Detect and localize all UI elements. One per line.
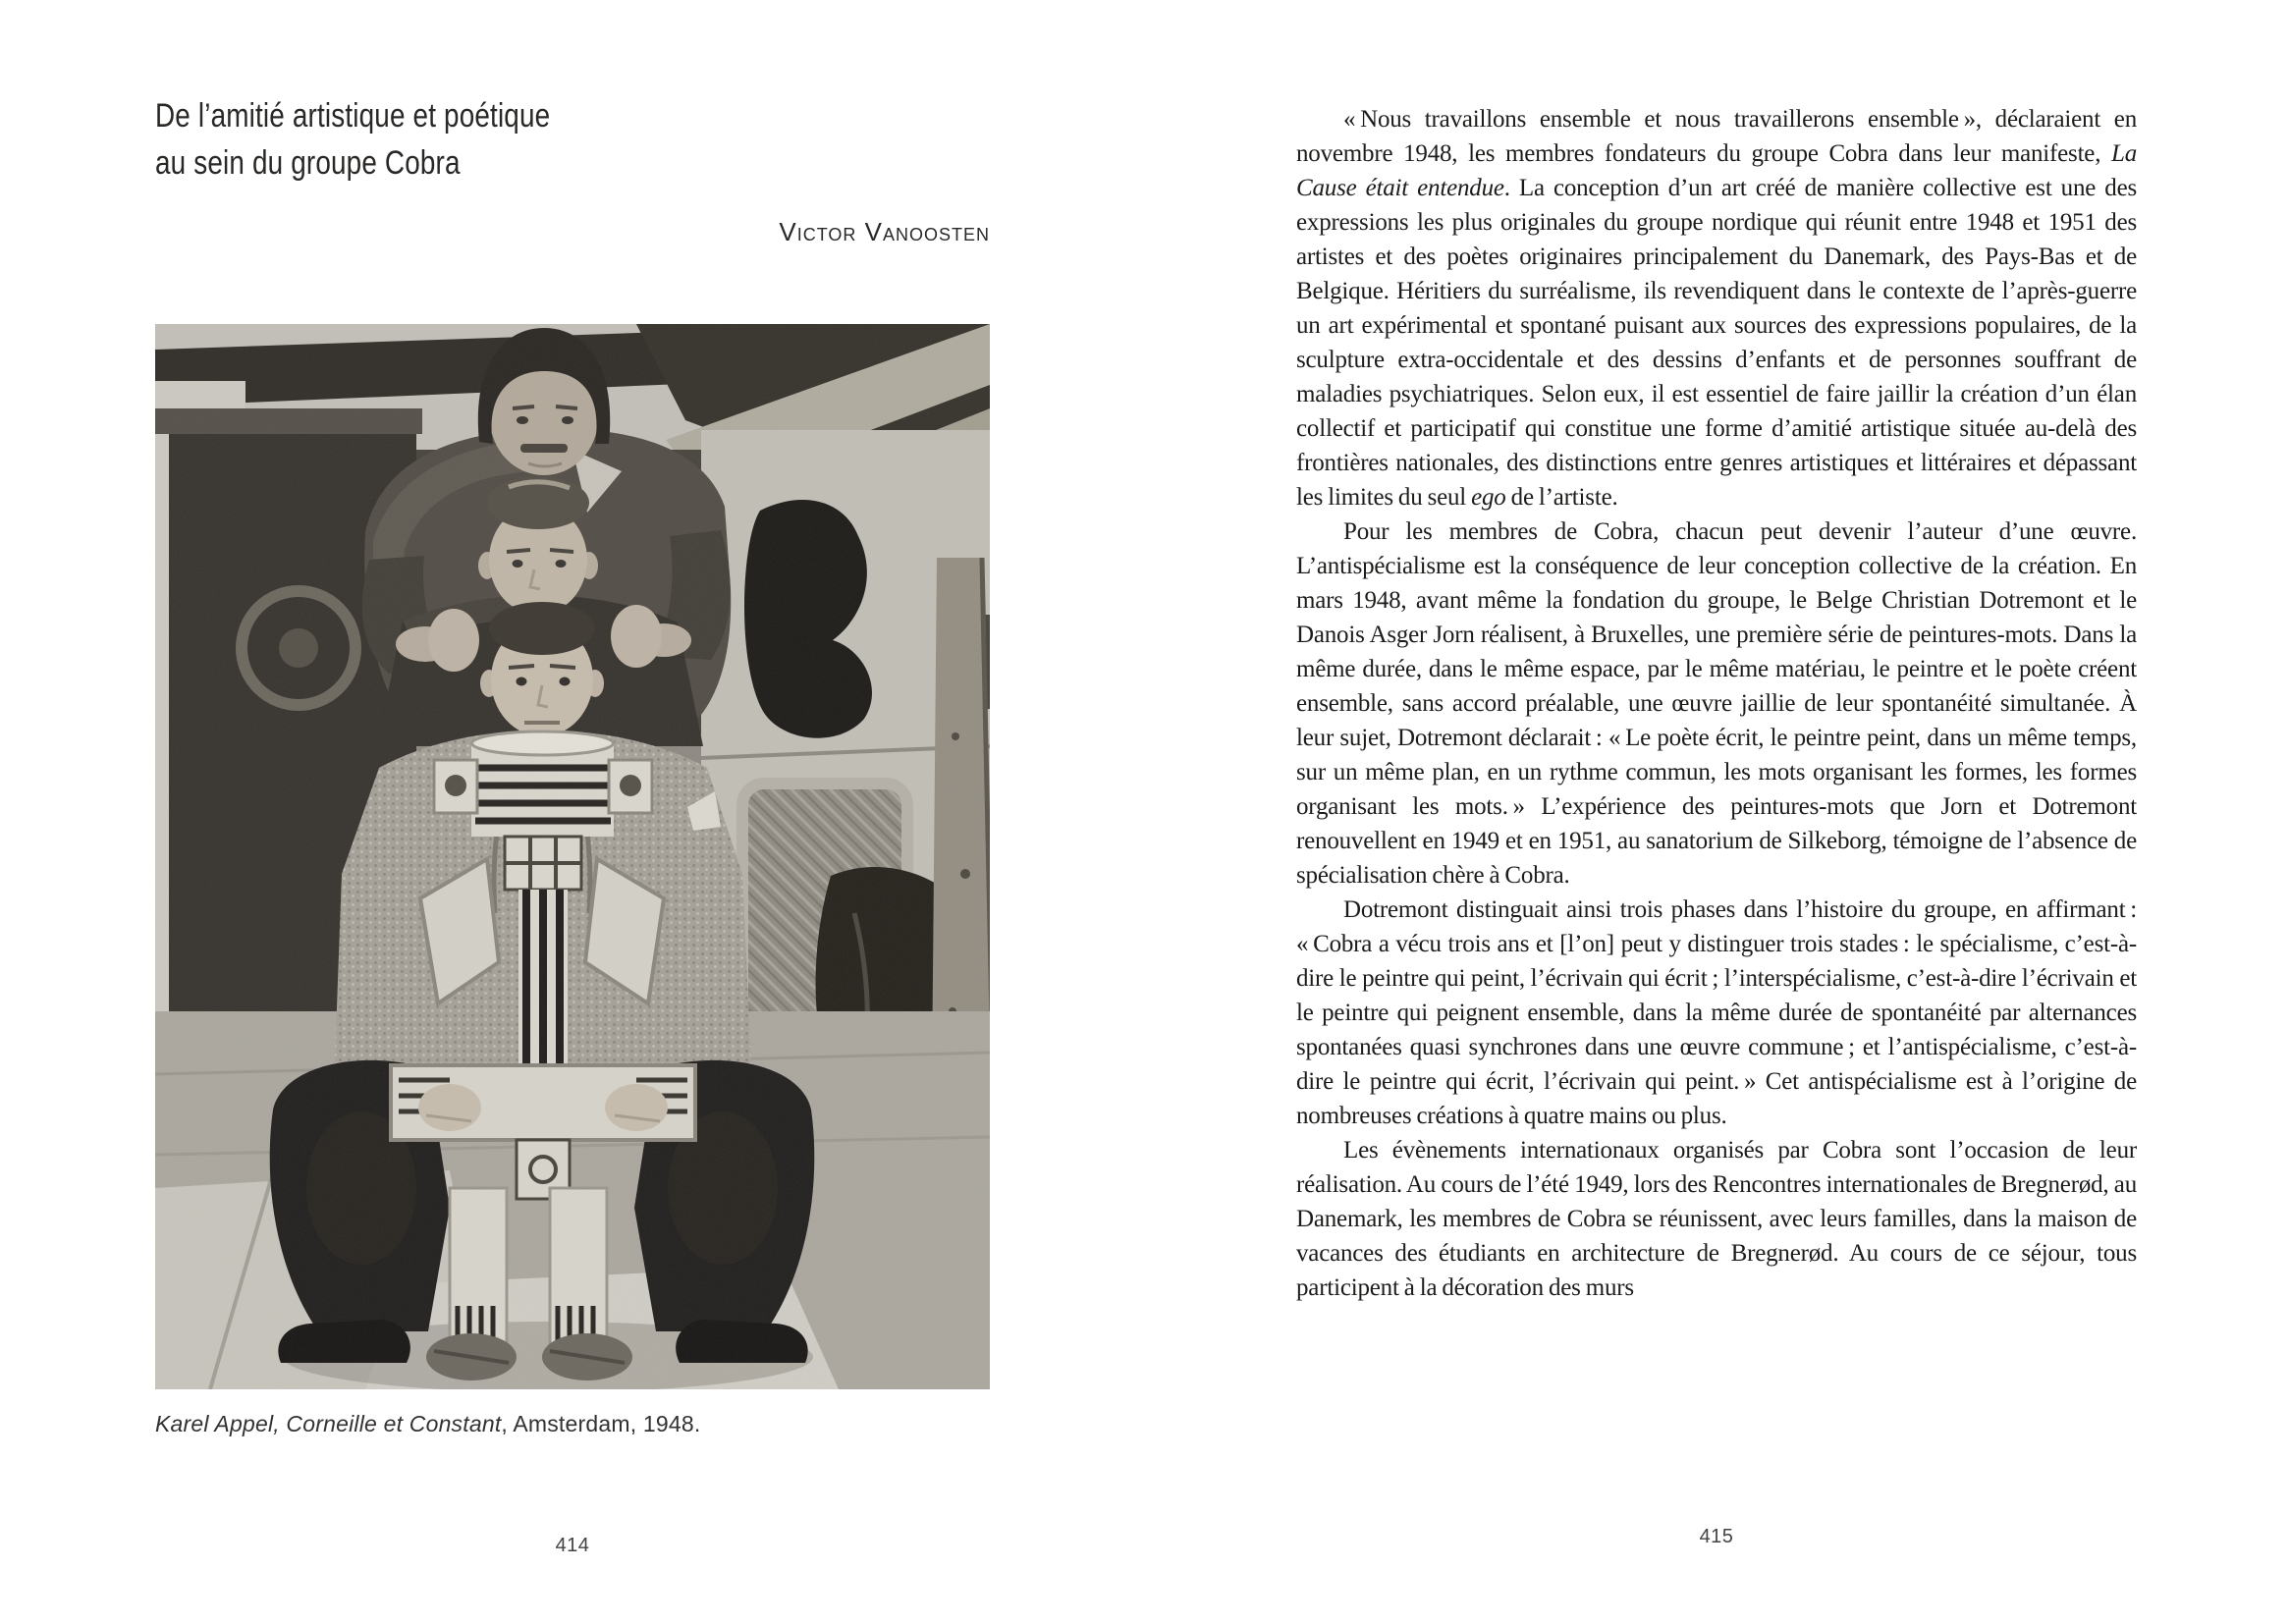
article-title bbox=[155, 92, 550, 187]
paragraph: Dotremont distinguait ainsi trois phases dans l’histoire du groupe, en affirmant : « Cobra a vécu trois ans et [l’on] peut y distinguer trois stades : le spécialisme, c’est-à-dire le peintre qui peint, l’écrivain qui écrit ; l’interspécialisme, c’est-à-dire l’écrivain et le peintre qui peignent ensemble, dans la même durée de spontanéité par alternances spontanées quasi synchrones dans une œuvre commune ; et l’antispécialisme, c’est-à-dire le peintre qui écrit, l’écrivain qui peint. » Cet antispécialisme est à l’origine de nombreuses créations à quatre mains ou plus. bbox=[1296, 896, 2137, 1129]
title-line-2: au sein du groupe Cobra bbox=[155, 144, 461, 182]
photo-caption bbox=[155, 1411, 700, 1437]
photo-cobra-artists bbox=[155, 324, 990, 1389]
caption-artist-names: Karel Appel, Corneille et Constant bbox=[155, 1411, 502, 1436]
caption-place-date: , Amsterdam, 1948. bbox=[501, 1411, 701, 1436]
paragraph: « Nous travaillons ensemble et nous travaillerons ensemble », déclaraient en novembre 1948, les membres fondateurs du groupe Cobra dans leur manifeste, La Cause était entendue. La conception d’un art créé de manière collective est une des expressions les plus originales du groupe nordique qui réunit entre 1948 et 1951 des artistes et des poètes originaires principalement du Danemark, des Pays-Bas et de Belgique. Héritiers du surréalisme, ils revendiquent dans le contexte de l’après-guerre un art expérimental et spontané puisant aux sources des expressions populaires, de la sculpture extra-occidentale et des dessins d’enfants et de personnes souffrant de maladies psychiatriques. Selon eux, il est essentiel de faire jaillir la création d’un élan collectif et participatif qui constitue une forme d’amitié artistique située au-delà des frontières nationales, des distinctions entre genres artistiques et littéraires et dépassant les limites du seul ego de l’artiste. bbox=[1296, 106, 2137, 511]
page-number-left: 414 bbox=[555, 1535, 590, 1556]
author-name: Victor Vanoosten bbox=[779, 217, 990, 246]
paragraph: Les évènements internationaux organisés par Cobra sont l’occasion de leur réalisation. Au cours de l’été 1949, lors des Rencontres internationales de Bregnerød, au Danemark, les membres de Cobra se réunissent, avec leurs familles, dans la maison de vacances des étudiants en architecture de Bregnerød. Au cours de ce séjour, tous participent à la décoration des murs bbox=[1296, 1137, 2137, 1301]
title-line-1: De l’amitié artistique et poétique bbox=[155, 97, 551, 135]
photo-illustration bbox=[155, 324, 990, 1389]
right-page bbox=[1296, 0, 2137, 1624]
page-number-right: 415 bbox=[1699, 1526, 1734, 1547]
left-page bbox=[155, 0, 990, 1624]
film-grain bbox=[155, 324, 990, 1389]
article-body bbox=[1296, 102, 2137, 1305]
paragraph: Pour les membres de Cobra, chacun peut devenir l’auteur d’une œuvre. L’antispécialisme est la conséquence de leur conception collective de la création. En mars 1948, avant même la fondation du groupe, le Belge Christian Dotremont et le Danois Asger Jorn réalisent, à Bruxelles, une première série de peintures-mots. Dans la même durée, dans le même espace, par le même matériau, le peintre et le poète créent ensemble, sans accord préalable, une œuvre jaillie de leur spontanéité simultanée. À leur sujet, Dotremont déclarait : « Le poète écrit, le peintre peint, dans un même temps, sur un même plan, en un rythme commun, les mots organisant les formes, les formes organisant les mots. » L’expérience des peintures-mots que Jorn et Dotremont renouvellent en 1949 et en 1951, au sanatorium de Silkeborg, témoigne de l’absence de spécialisation chère à Cobra. bbox=[1296, 518, 2137, 889]
